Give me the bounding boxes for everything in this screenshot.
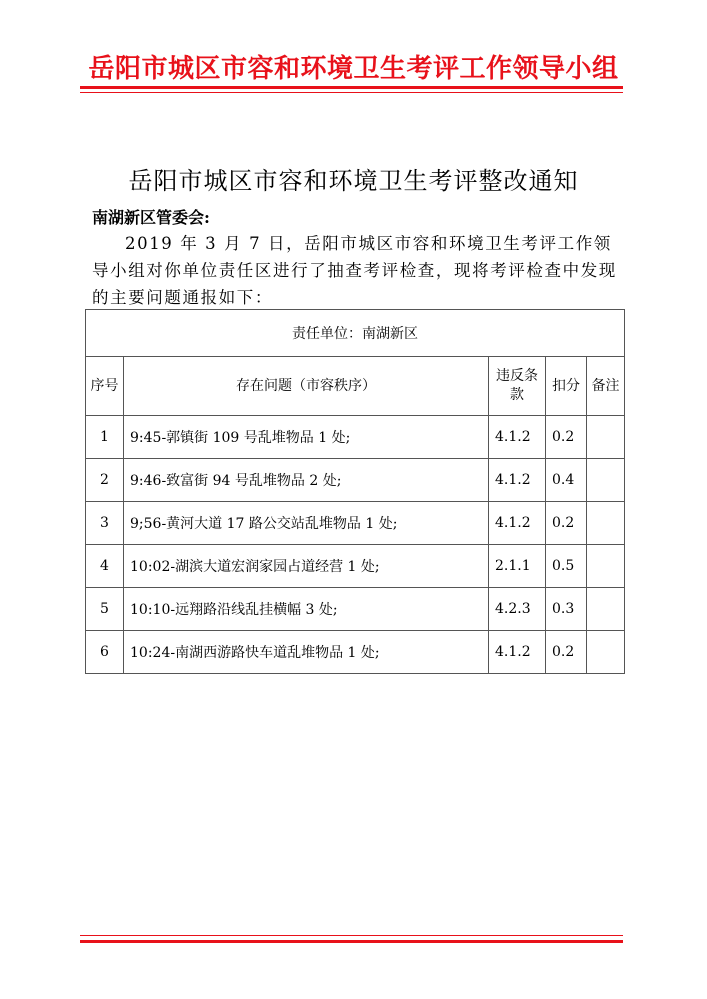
org-header-title: 岳阳市城区市容和环境卫生考评工作领导小组 bbox=[88, 54, 619, 84]
row-remark bbox=[587, 631, 625, 674]
footer-divider-thin bbox=[80, 935, 623, 936]
row-no: 5 bbox=[86, 588, 124, 631]
row-issue: 9;56-黄河大道 17 路公交站乱堆物品 1 处; bbox=[124, 502, 489, 545]
inspection-table bbox=[85, 309, 625, 674]
notice-body: 2019 年 3 月 7 日，岳阳市城区市容和环境卫生考评工作领导小组对你单位责任区进行了抽查考评检查，现将考评检查中发现的主要问题通报如下： bbox=[92, 234, 617, 307]
table-row bbox=[86, 502, 625, 545]
row-remark bbox=[587, 459, 625, 502]
row-no: 2 bbox=[86, 459, 124, 502]
col-header-article: 违反条款 bbox=[489, 357, 546, 416]
header-divider-thick bbox=[80, 86, 623, 89]
footer-divider-thick bbox=[80, 940, 623, 943]
notice-addressee: 南湖新区管委会: bbox=[92, 208, 210, 227]
row-deduction: 0.2 bbox=[546, 631, 587, 674]
row-remark bbox=[587, 588, 625, 631]
row-deduction: 0.2 bbox=[546, 416, 587, 459]
row-deduction: 0.2 bbox=[546, 502, 587, 545]
row-no: 4 bbox=[86, 545, 124, 588]
row-article: 4.1.2 bbox=[489, 631, 546, 674]
row-remark bbox=[587, 416, 625, 459]
table-row bbox=[86, 631, 625, 674]
row-no: 6 bbox=[86, 631, 124, 674]
table-header-row bbox=[86, 357, 625, 416]
row-deduction: 0.4 bbox=[546, 459, 587, 502]
notice-title: 岳阳市城区市容和环境卫生考评整改通知 bbox=[128, 167, 579, 195]
col-header-no: 序号 bbox=[86, 357, 124, 416]
row-issue: 10:02-湖滨大道宏润家园占道经营 1 处; bbox=[124, 545, 489, 588]
row-article: 4.1.2 bbox=[489, 502, 546, 545]
header-divider-thin bbox=[80, 92, 623, 93]
table-row bbox=[86, 588, 625, 631]
row-issue: 9:46-致富街 94 号乱堆物品 2 处; bbox=[124, 459, 489, 502]
row-article: 4.1.2 bbox=[489, 459, 546, 502]
col-header-issue: 存在问题（市容秩序） bbox=[124, 357, 489, 416]
row-article: 2.1.1 bbox=[489, 545, 546, 588]
col-header-deduction: 扣分 bbox=[546, 357, 587, 416]
row-remark bbox=[587, 545, 625, 588]
row-article: 4.2.3 bbox=[489, 588, 546, 631]
row-deduction: 0.3 bbox=[546, 588, 587, 631]
col-header-remark: 备注 bbox=[587, 357, 625, 416]
table-caption: 责任单位：南湖新区 bbox=[86, 310, 625, 357]
table-row bbox=[86, 545, 625, 588]
row-deduction: 0.5 bbox=[546, 545, 587, 588]
table-row bbox=[86, 416, 625, 459]
row-article: 4.1.2 bbox=[489, 416, 546, 459]
row-remark bbox=[587, 502, 625, 545]
row-issue: 10:24-南湖西游路快车道乱堆物品 1 处; bbox=[124, 631, 489, 674]
row-no: 3 bbox=[86, 502, 124, 545]
row-issue: 9:45-郭镇街 109 号乱堆物品 1 处; bbox=[124, 416, 489, 459]
row-no: 1 bbox=[86, 416, 124, 459]
table-row bbox=[86, 459, 625, 502]
row-issue: 10:10-远翔路沿线乱挂横幅 3 处; bbox=[124, 588, 489, 631]
